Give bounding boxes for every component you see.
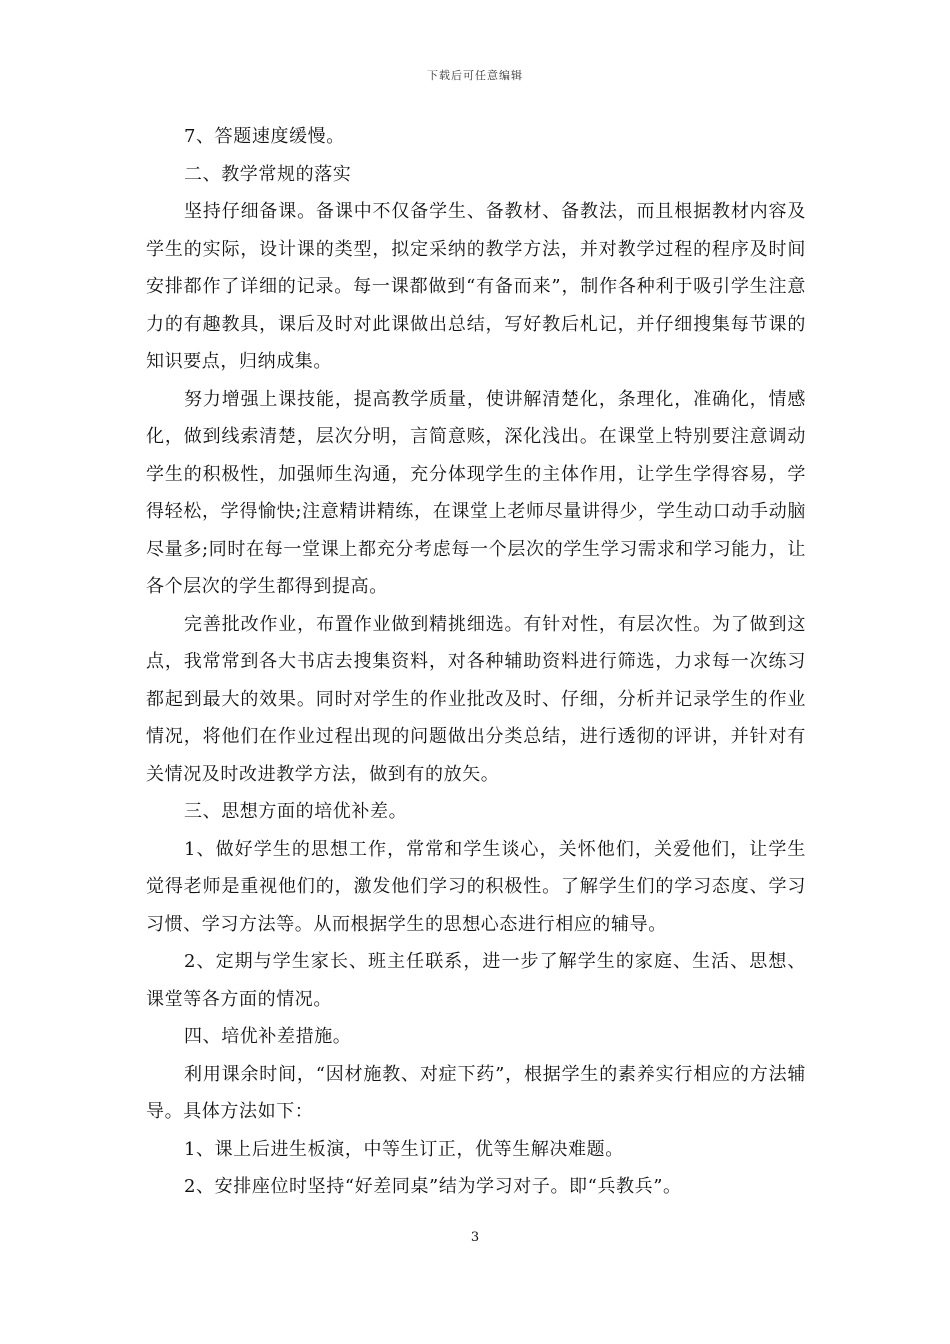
document-body (146, 118, 806, 1206)
section-heading: 二、教学常规的落实 (184, 163, 352, 185)
paragraph: 完善批改作业，布置作业做到精挑细选。有针对性，有层次性。为了做到这点，我常常到各大书店去搜集资料，对各种辅助资料进行筛选，力求每一次练习都起到最大的效果。同时对学生的作业批改及时、仔细，分析并记录学生的作业情况，将他们在作业过程出现的问题做出分类总结，进行透彻的评讲，并针对有关情况及时改进教学方法，做到有的放矢。 (146, 613, 806, 785)
paragraph: 1、做好学生的思想工作，常常和学生谈心，关怀他们，关爱他们，让学生觉得老师是重视他们的，激发他们学习的积极性。了解学生们的学习态度、学习习惯、学习方法等。从而根据学生的思想心态进行相应的辅导。 (146, 838, 806, 935)
section-heading: 四、培优补差措施。 (184, 1026, 352, 1047)
paragraph: 1、课上后进生板演，中等生订正，优等生解决难题。 (184, 1138, 624, 1160)
paragraph: 利用课余时间，“因材施教、对症下药”，根据学生的素养实行相应的方法辅导。具体方法如下： (146, 1063, 806, 1122)
paragraph: 2、定期与学生家长、班主任联系，进一步了解学生的家庭、生活、思想、课堂等各方面的情况。 (146, 951, 806, 1010)
section-heading: 三、思想方面的培优补差。 (184, 801, 408, 822)
paragraph: 坚持仔细备课。备课中不仅备学生、备教材、备教法，而且根据教材内容及学生的实际，设计课的类型，拟定采纳的教学方法，并对教学过程的程序及时间安排都作了详细的记录。每一课都做到“有备而来”，制作各种利于吸引学生注意力的有趣教具，课后及时对此课做出总结，写好教后札记，并仔细搜集每节课的知识要点，归纳成集。 (146, 201, 806, 372)
paragraph: 7、答题速度缓慢。 (184, 126, 345, 147)
paragraph: 努力增强上课技能，提高教学质量，使讲解清楚化，条理化，准确化，情感化，做到线索清楚，层次分明，言简意赅，深化浅出。在课堂上特别要注意调动学生的积极性，加强师生沟通，充分体现学生的主体作用，让学生学得容易，学得轻松，学得愉快;注意精讲精练，在课堂上老师尽量讲得少，学生动口动手动脑尽量多;同时在每一堂课上都充分考虑每一个层次的学生学习需求和学习能力，让各个层次的学生都得到提高。 (146, 388, 806, 597)
page-number: 3 (470, 1230, 480, 1245)
paragraph: 2、安排座位时坚持“好差同桌”结为学习对子。即“兵教兵”。 (184, 1176, 682, 1197)
header-note: 下载后可任意编辑 (427, 69, 523, 82)
